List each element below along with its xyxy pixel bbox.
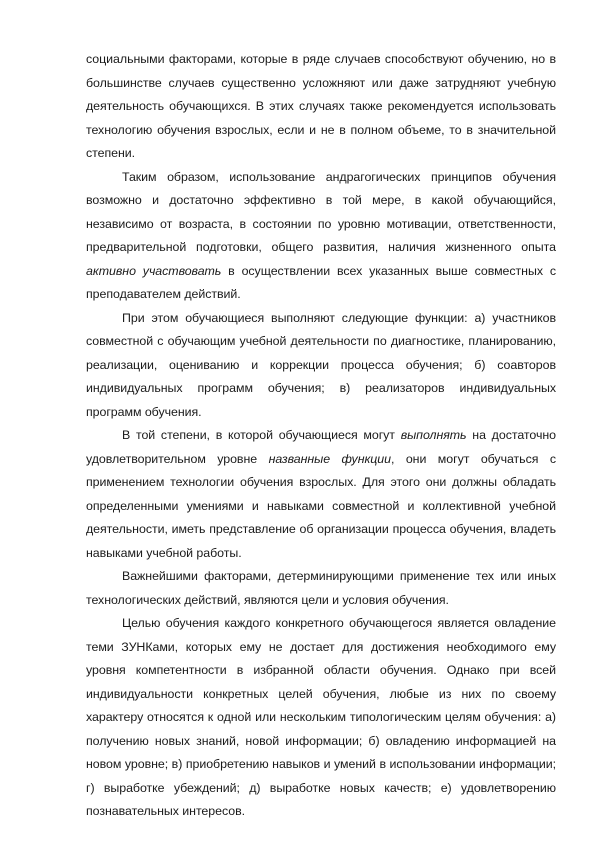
paragraph-1-text: социальными факторами, которые в ряде случаев способствуют обучению, но в большинстве случаев существенно усложняют или даже затрудняют учебную деятельность обучающихся. В этих случаях также рекомендуется использовать технологию обучения взрослых, если и не в полном объеме, то в значительной степени. <box>86 52 556 160</box>
text-body <box>86 48 556 824</box>
paragraph-2 <box>86 166 556 307</box>
paragraph-2-emphasis: активно участвовать <box>86 263 222 278</box>
paragraph-5-text: Важнейшими факторами, детерминирующими применение тех или иных технологических действий, являются цели и условия обучения. <box>86 569 556 607</box>
paragraph-2-text-b: в осуществлении всех указанных выше совместных с преподавателем действий. <box>86 263 556 301</box>
paragraph-4-text-b: на достаточно удовлетворительном уровне <box>86 428 556 466</box>
paragraph-3 <box>86 307 556 425</box>
paragraph-3-text: При этом обучающиеся выполняют следующие функции: а) участников совместной с обучающим учебной деятельности по диагностике, планированию, реализации, оцениванию и коррекции процесса обучения; б) соавторов индивидуальных программ обучения; в) реализаторов индивидуальных программ обучения. <box>86 310 556 419</box>
paragraph-2-text-a: Таким образом, использование андрагогических принципов обучения возможно и достаточно эффективно в той мере, в какой обучающийся, независимо от возраста, в состоянии по уровню мотивации, ответственности, предварительной подготовки, общего развития, наличия жизненного опыта <box>86 169 556 254</box>
paragraph-6 <box>86 612 556 824</box>
paragraph-5 <box>86 565 556 612</box>
paragraph-1 <box>86 48 556 166</box>
paragraph-4 <box>86 424 556 565</box>
paragraph-4-text-c: , они могут обучаться с применением технологии обучения взрослых. Для этого они должны обладать определенными умениями и навыками совместной и коллективной учебной деятельности, иметь представление об организации процесса обучения, владеть навыками учебной работы. <box>86 451 556 560</box>
paragraph-6-text: Целью обучения каждого конкретного обучающегося является овладение теми ЗУНКами, которых ему не достает для достижения необходимого ему уровня компетентности в избранной области обучения. Однако при всей индивидуальности конкретных целей обучения, любые из них по своему характеру относятся к одной или нескольким типологическим целям обучения: а) получению новых знаний, новой информации; б) овладению информацией на новом уровне; в) приобретению навыков и умений в использовании информации; г) выработке убеждений; д) выработке новых качеств; е) удовлетворению познавательных интересов. <box>86 616 556 818</box>
paragraph-4-emphasis-1: выполнять <box>400 428 467 442</box>
paragraph-4-emphasis-2: названные функции <box>268 451 391 466</box>
paragraph-4-text-a: В той степени, в которой обучающиеся могут <box>122 428 401 442</box>
